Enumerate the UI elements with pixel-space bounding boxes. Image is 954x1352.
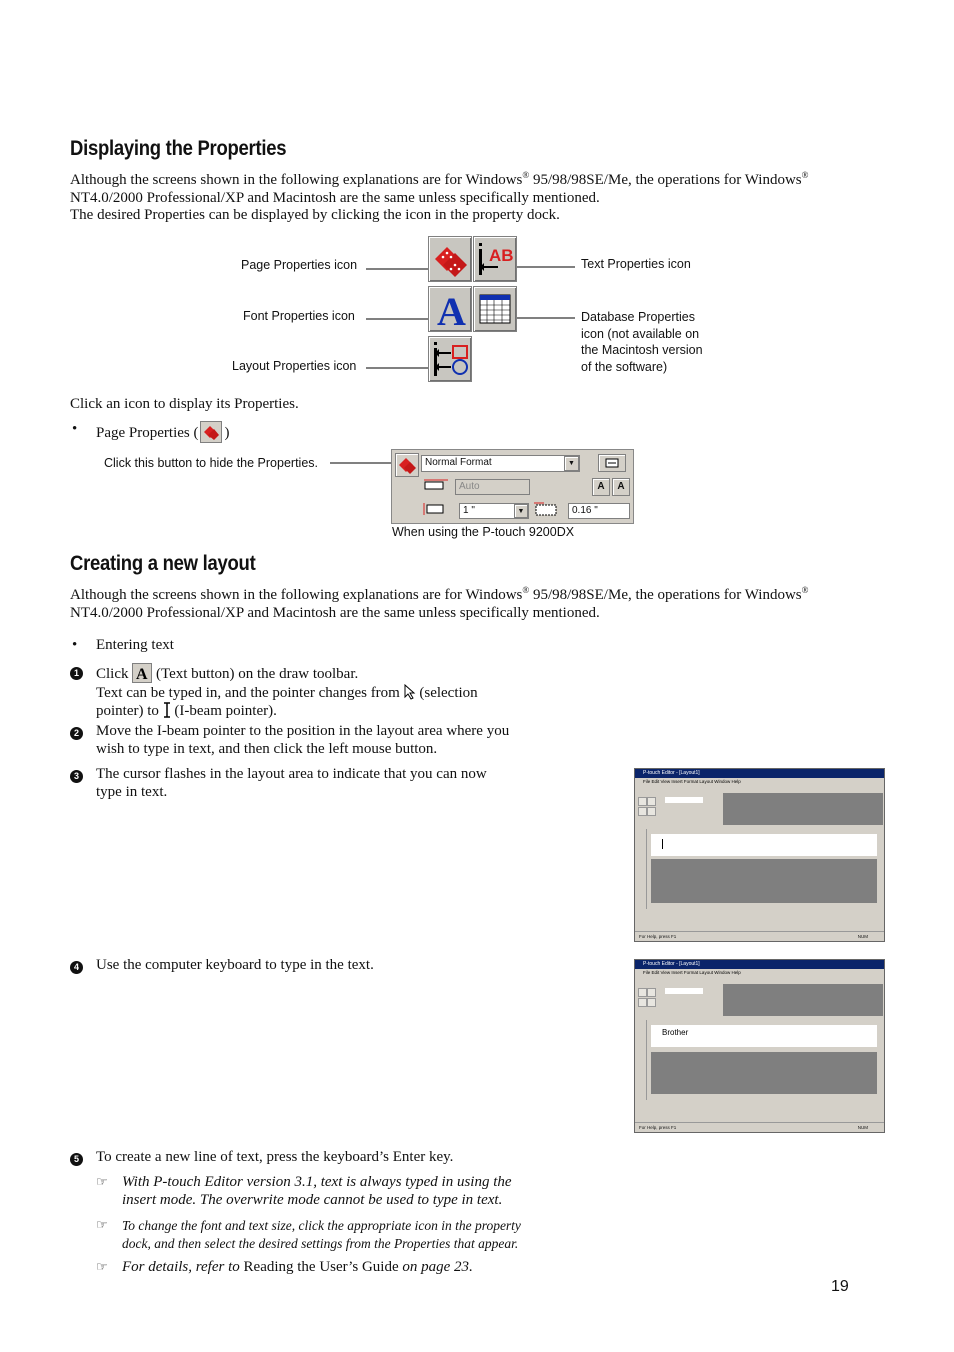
page-properties-icon[interactable] [428, 236, 472, 282]
svg-text:A: A [136, 666, 148, 682]
ibeam-pointer-icon [163, 702, 171, 718]
step-1: Click A (Text button) on the draw toolbar. Text can be typed in, and the pointer changes from (selection pointer) to (I-beam pointer). [96, 663, 616, 721]
step-number-1: 1 [70, 667, 83, 680]
intro-paragraph: Although the screens shown in the following explanations are for Windows® 95/98/98SE/Me, the operations for Windows® NT4.0/2000 Professional/XP and Macintosh are the same unless specifically mentioned. The desired Properties can be displayed by clicking the icon in the property dock. [70, 170, 809, 223]
note-reference: For details, refer to Reading the User’s Guide on page 23. [122, 1259, 473, 1275]
page-number: 19 [831, 1278, 849, 1295]
hide-properties-label: Click this button to hide the Properties. [104, 456, 319, 470]
callout-lines [0, 0, 954, 400]
step-5: To create a new line of text, press the keyboard’s Enter key. [96, 1149, 454, 1165]
print-setup-button[interactable] [598, 454, 626, 472]
chevron-down-icon[interactable]: ▼ [564, 456, 579, 471]
step-3: The cursor flashes in the layout area to indicate that you can now type in text. [96, 766, 487, 800]
note-hand-icon: ☞ [96, 1259, 108, 1274]
width-auto-field[interactable]: Auto [455, 479, 530, 495]
step-number-5: 5 [70, 1153, 83, 1166]
editor-screenshot-cursor: P-touch Editor - [Layout1] File Edit View Insert Format Layout Window Help For Help, press F1 NUM [634, 768, 885, 942]
orientation-portrait-button[interactable]: A [612, 478, 630, 496]
hide-callout-line [330, 455, 400, 471]
tape-width-icon [422, 477, 450, 491]
step-4: Use the computer keyboard to type in the text. [96, 957, 374, 973]
length-select[interactable]: 1 " ▼ [459, 503, 529, 519]
margin-icon [532, 502, 562, 518]
label-database-properties: Database Properties icon (not available on the Macintosh version of the software) [581, 310, 703, 374]
page-properties-dock [391, 449, 634, 524]
page-properties-small-icon [200, 421, 222, 443]
arrow-pointer-icon [404, 684, 416, 700]
label-page-properties: Page Properties icon [241, 258, 358, 272]
format-select[interactable]: Normal Format ▼ [421, 455, 580, 472]
label-layout-properties: Layout Properties icon [232, 359, 357, 373]
note-hand-icon: ☞ [96, 1174, 108, 1189]
typed-text: Brother [662, 1028, 689, 1037]
chevron-down-icon[interactable]: ▼ [514, 504, 528, 518]
note-insert-mode: With P-touch Editor version 3.1, text is always typed in using the insert mode. The overwrite mode cannot be used to type in text. [122, 1174, 512, 1208]
step-number-3: 3 [70, 770, 83, 783]
text-cursor [662, 839, 663, 849]
hide-properties-button[interactable] [395, 453, 419, 477]
orientation-landscape-button[interactable]: A [592, 478, 610, 496]
step-number-2: 2 [70, 727, 83, 740]
label-text-properties: Text Properties icon [581, 257, 691, 271]
tape-length-icon [422, 502, 450, 516]
margin-field[interactable]: 0.16 " [568, 503, 630, 519]
step-number-4: 4 [70, 961, 83, 974]
dock-caption: When using the P-touch 9200DX [392, 525, 575, 539]
section-title-properties: Displaying the Properties [70, 137, 287, 160]
svg-text:AB: AB [489, 246, 514, 265]
label-font-properties: Font Properties icon [243, 309, 355, 323]
note-hand-icon: ☞ [96, 1217, 108, 1232]
intro-paragraph-2: Although the screens shown in the following explanations are for Windows® 95/98/98SE/Me, the operations for Windows® NT4.0/2000 Professional/XP and Macintosh are the same unless specifically mentioned. [70, 585, 809, 621]
editor-screenshot-typed: P-touch Editor - [Layout1] File Edit View Insert Format Layout Window Help Brother For Help, press F1 NUM [634, 959, 885, 1133]
database-properties-icon[interactable] [473, 286, 517, 332]
click-instruction: Click an icon to display its Properties. [70, 396, 299, 412]
step-2: Move the I-beam pointer to the position in the layout area where you wish to type in text, and then click the left mouse button. [96, 723, 510, 757]
text-properties-icon[interactable] [473, 236, 517, 282]
font-properties-icon[interactable] [428, 286, 472, 332]
note-font-size: To change the font and text size, click the appropriate icon in the property dock, and then select the desired settings from the Properties that appear. [122, 1218, 521, 1251]
layout-properties-icon[interactable] [428, 336, 472, 382]
section-title-new-layout: Creating a new layout [70, 552, 256, 575]
text-button-icon [132, 663, 152, 683]
svg-text:A: A [437, 289, 466, 331]
